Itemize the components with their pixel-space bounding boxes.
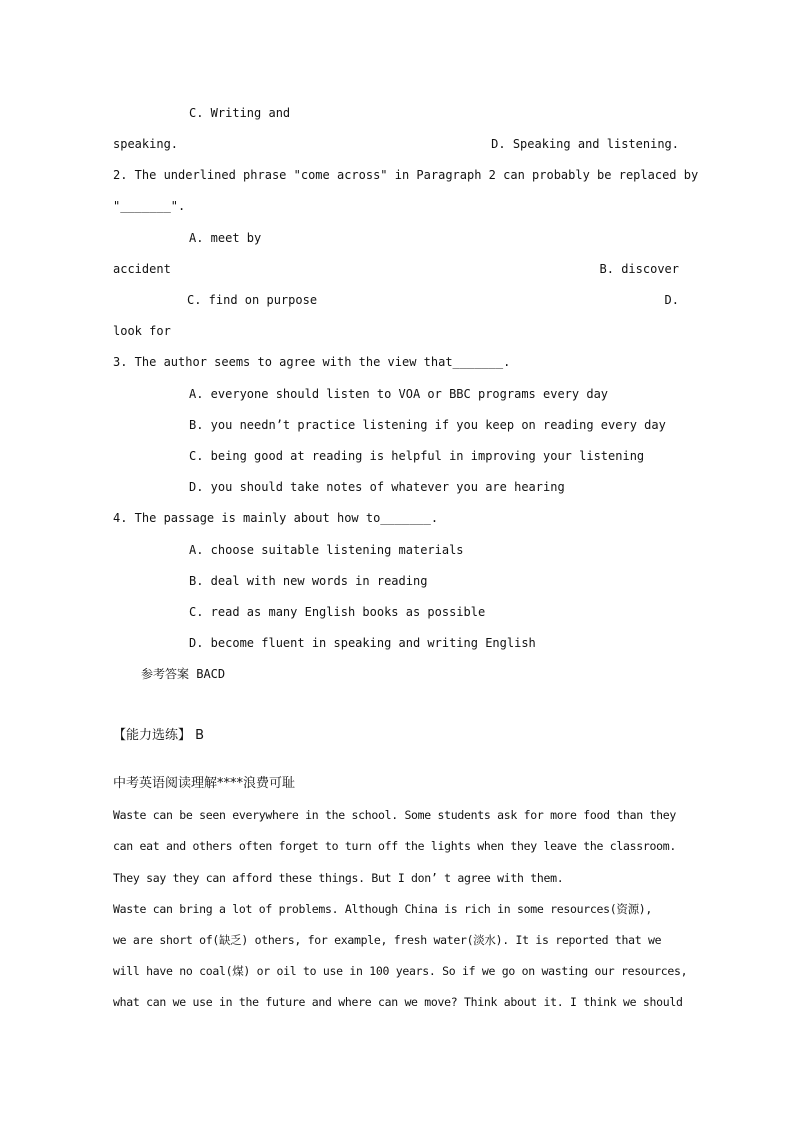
q1-option-c: C. Writing and [189,106,291,120]
passage-line: Waste can be seen everywhere in the school. Some students ask for more food than they [113,808,677,822]
q2-option-a-continuation: accident [113,262,171,276]
q2-stem-blank: "_______". [113,199,186,213]
q2-option-b: B. discover [599,262,679,276]
q2-stem: 2. The underlined phrase "come across" in Paragraph 2 can probably be replaced by [113,168,699,182]
passage-line: what can we use in the future and where can we move? Think about it. I think we should [113,995,683,1009]
passage-line: can eat and others often forget to turn off the lights when they leave the classroom. [113,839,677,853]
q3-option-d: D. you should take notes of whatever you are hearing [189,480,565,494]
q2-option-d: D. [664,293,679,307]
passage-line: will have no coal(煤) or oil to use in 100 years. So if we go on wasting our resources, [113,964,688,978]
q3-option-c: C. being good at reading is helpful in improving your listening [189,449,645,463]
q4-stem: 4. The passage is mainly about how to_______. [113,511,439,525]
q3-option-a: A. everyone should listen to VOA or BBC programs every day [189,387,609,401]
answer-key: 参考答案 BACD [141,667,226,681]
q1-option-c-continuation: speaking. [113,137,179,151]
q4-option-c: C. read as many English books as possible [189,605,486,619]
q2-option-a: A. meet by [189,231,262,245]
q3-option-b: B. you needn’t practice listening if you keep on reading every day [189,418,666,432]
passage-title: 中考英语阅读理解****浪费可耻 [113,776,296,791]
q4-option-b: B. deal with new words in reading [189,574,428,588]
passage-line: we are short of(缺乏) others, for example, fresh water(淡水). It is reported that we [113,933,662,947]
q4-option-d: D. become fluent in speaking and writing English [189,636,536,650]
passage-line: They say they can afford these things. But I don’ t agree with them. [113,871,564,885]
section-heading: 【能力选练】 B [113,728,205,743]
q1-option-d: D. Speaking and listening. [491,137,679,151]
q4-option-a: A. choose suitable listening materials [189,543,464,557]
passage-line: Waste can bring a lot of problems. Although China is rich in some resources(资源), [113,902,653,916]
q3-stem: 3. The author seems to agree with the view that_______. [113,355,511,369]
q2-option-c: C. find on purpose [187,293,318,307]
q2-option-d-continuation: look for [113,324,171,338]
